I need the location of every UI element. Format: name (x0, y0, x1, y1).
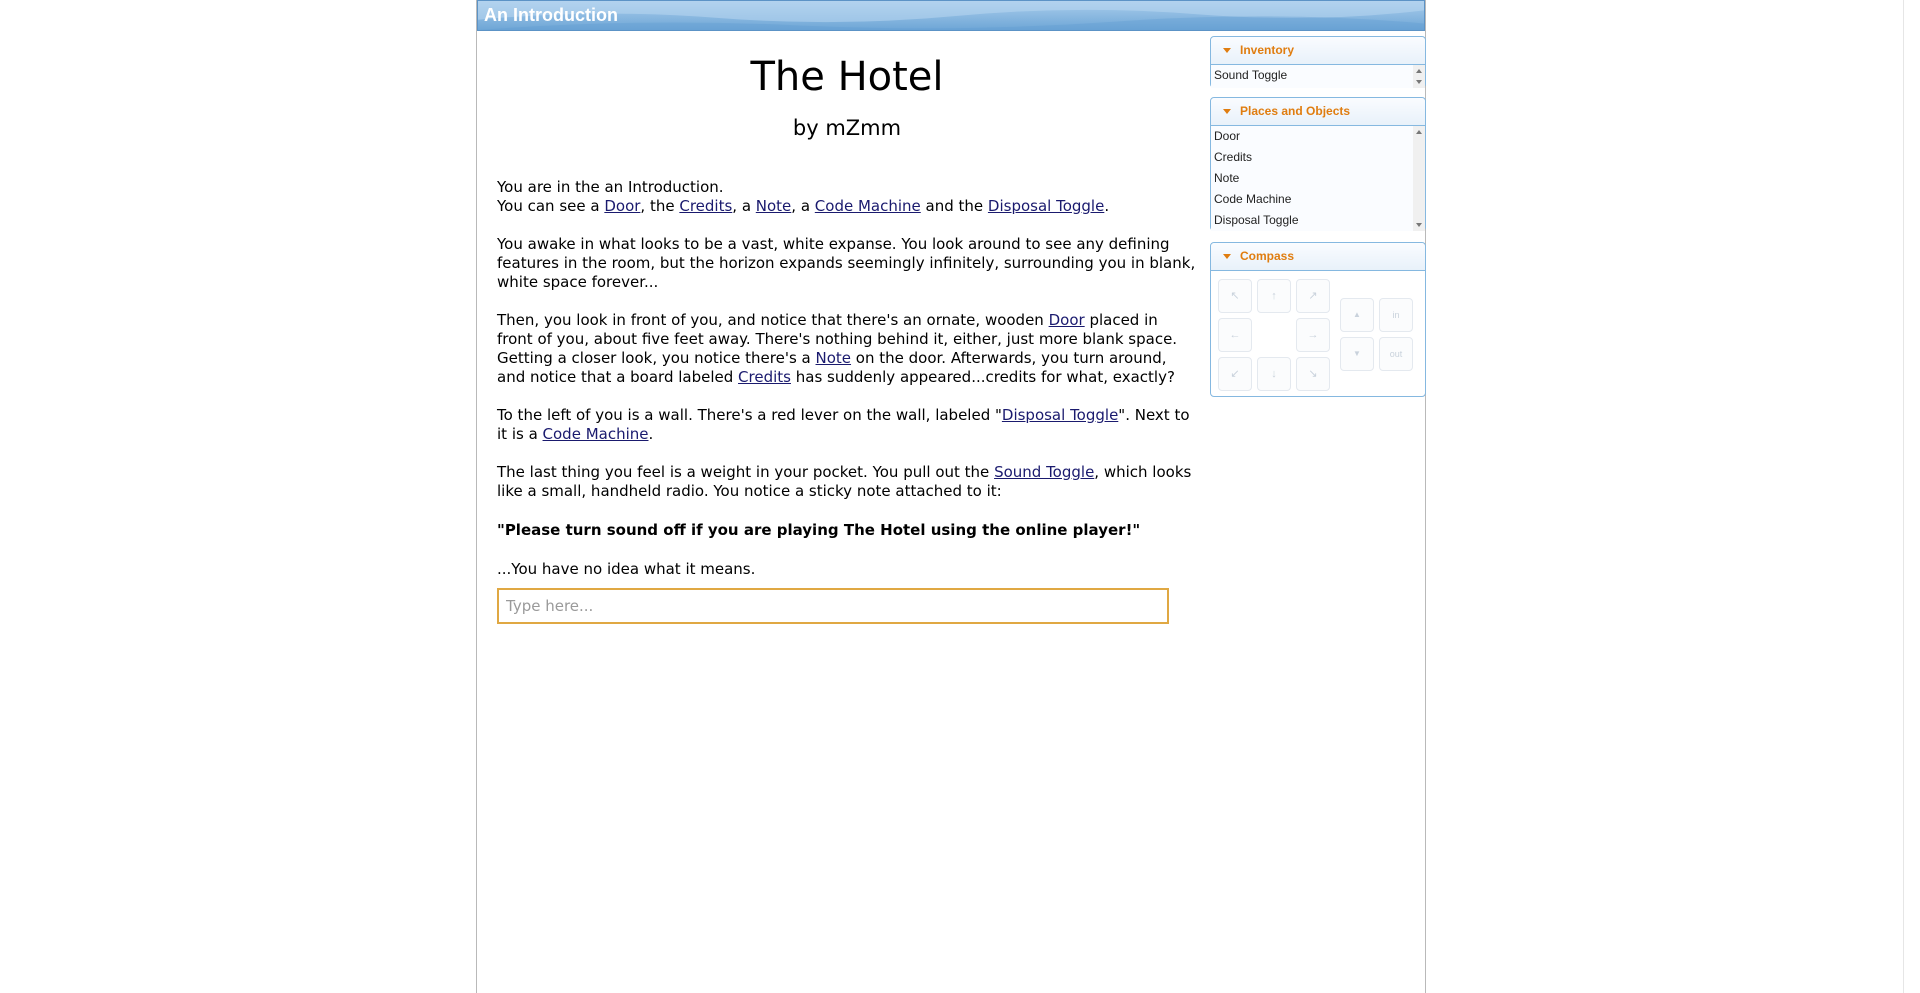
scroll-down-icon[interactable] (1416, 80, 1422, 84)
status-bar-wave-decoration (478, 1, 1424, 30)
west-button[interactable]: ← (1218, 318, 1252, 352)
places-scrollbar[interactable] (1413, 126, 1425, 231)
story-paragraph-4: The last thing you feel is a weight in your pocket. You pull out the Sound Toggle, which looks like a small, handheld radio. You notice a sticky note attached to it: (497, 463, 1192, 500)
story-paragraph-6: ...You have no idea what it means. (497, 560, 756, 578)
compass-grid (1211, 271, 1425, 397)
inventory-title: Inventory (1240, 43, 1295, 57)
location-title: An Introduction (484, 5, 618, 25)
location-line: You are in the an Introduction. (497, 178, 724, 196)
scroll-up-icon[interactable] (1416, 69, 1422, 73)
east-button[interactable]: → (1296, 318, 1330, 352)
inventory-scrollbar[interactable] (1413, 65, 1425, 88)
inventory-pane (1210, 36, 1426, 88)
sticky-note-text: "Please turn sound off if you are playing The Hotel using the online player!" (497, 521, 1141, 539)
story-output (497, 40, 1197, 624)
code-machine-link[interactable]: Code Machine (814, 197, 921, 215)
door-link[interactable]: Door (604, 197, 641, 215)
story-paragraph-3: To the left of you is a wall. There's a red lever on the wall, labeled "Disposal Toggle". Next to it is a Code Machine. (497, 406, 1190, 443)
status-bar (477, 0, 1425, 31)
game-author: by mZmm (792, 116, 902, 140)
southwest-button[interactable]: ↙ (1218, 357, 1252, 391)
compass-title: Compass (1240, 249, 1295, 263)
disposal-toggle-link[interactable]: Disposal Toggle (1001, 406, 1119, 424)
compass-pane (1210, 242, 1426, 397)
out-button[interactable]: out (1379, 337, 1413, 371)
southeast-button[interactable]: ↘ (1296, 357, 1330, 391)
list-item[interactable]: Note (1214, 171, 1240, 185)
northwest-button[interactable]: ↖ (1218, 279, 1252, 313)
story-paragraph-2: Then, you look in front of you, and notice that there's an ornate, wooden Door placed in front of you, about five feet away. There's nothing behind it, either, just more blank space. Getting a closer look, you notice there's a Note on the door. Afterwards, you turn around, and notice that a board labeled Credits has suddenly appeared...credits for what, exactly? (497, 311, 1178, 386)
disposal-toggle-link[interactable]: Disposal Toggle (987, 197, 1105, 215)
collapse-arrow-icon (1223, 48, 1231, 53)
scroll-up-icon[interactable] (1416, 130, 1422, 134)
list-item[interactable]: Credits (1214, 150, 1253, 164)
places-objects-title: Places and Objects (1240, 104, 1351, 118)
collapse-arrow-icon (1223, 109, 1231, 114)
credits-link[interactable]: Credits (679, 197, 733, 215)
list-item[interactable]: Disposal Toggle (1214, 213, 1299, 227)
visible-objects-line: You can see a Door, the Credits, a Note, a Code Machine and the Disposal Toggle. (497, 197, 1110, 215)
up-button[interactable]: ▲ (1340, 298, 1374, 332)
south-button[interactable]: ↓ (1257, 357, 1291, 391)
places-objects-list (1211, 126, 1425, 231)
inventory-header[interactable] (1211, 37, 1425, 65)
sound-toggle-link[interactable]: Sound Toggle (994, 463, 1095, 481)
collapse-arrow-icon (1223, 254, 1231, 259)
places-objects-header[interactable] (1211, 98, 1425, 126)
list-item[interactable]: Door (1214, 129, 1241, 143)
list-item[interactable]: Code Machine (1214, 192, 1292, 206)
code-machine-link[interactable]: Code Machine (542, 425, 649, 443)
note-link[interactable]: Note (815, 349, 852, 367)
game-window (476, 0, 1426, 993)
credits-link[interactable]: Credits (738, 368, 791, 386)
page-scrollbar[interactable] (1903, 0, 1920, 993)
inventory-item[interactable]: Sound Toggle (1214, 68, 1288, 82)
door-link[interactable]: Door (1048, 311, 1085, 329)
scroll-down-icon[interactable] (1416, 223, 1422, 227)
compass-header[interactable] (1211, 243, 1425, 271)
places-objects-pane (1210, 97, 1426, 231)
inventory-list (1211, 65, 1425, 88)
north-button[interactable]: ↑ (1257, 279, 1291, 313)
in-button[interactable]: in (1379, 298, 1413, 332)
command-input[interactable] (497, 588, 1169, 624)
down-button[interactable]: ▼ (1340, 337, 1374, 371)
game-title: The Hotel (750, 54, 944, 100)
story-paragraph-1: You awake in what looks to be a vast, white expanse. You look around to see any defining features in the room, but the horizon expands seemingly infinitely, surrounding you in blank, white space forever... (497, 235, 1196, 291)
note-link[interactable]: Note (755, 197, 792, 215)
northeast-button[interactable]: ↗ (1296, 279, 1330, 313)
